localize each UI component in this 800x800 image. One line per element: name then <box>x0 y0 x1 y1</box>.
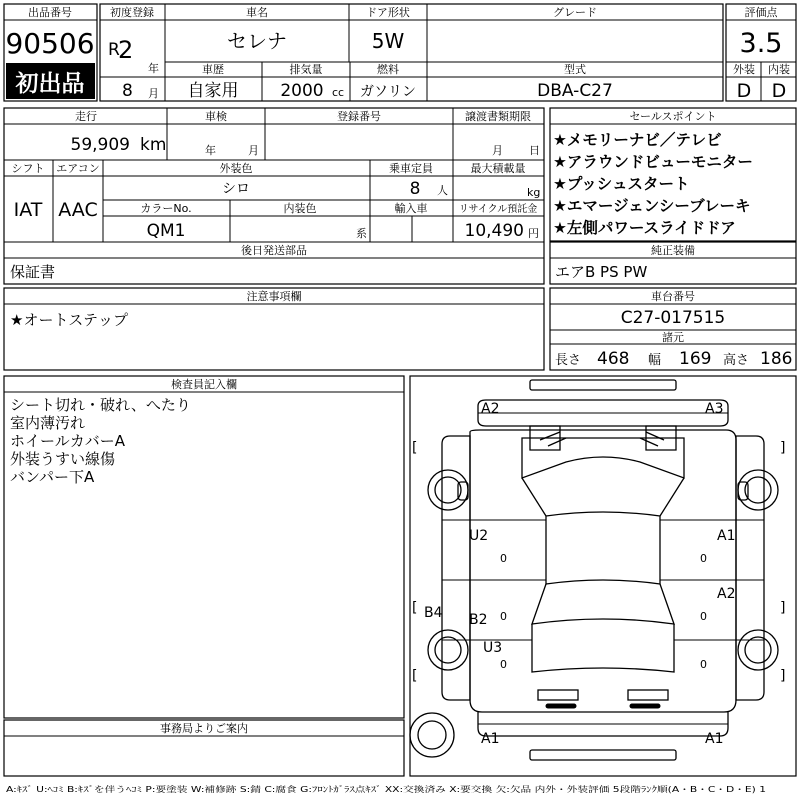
model-label: 型式 <box>564 63 586 76</box>
displacement-label: 排気量 <box>289 63 323 76</box>
history-label: 車歴 <box>202 63 224 76</box>
damage-code-rear-right: A1 <box>705 731 724 747</box>
displacement-value: 2000 <box>280 81 324 101</box>
lot-number: 90506 <box>5 27 95 60</box>
damage-code-left-slide-door: B2 <box>469 612 488 628</box>
damage-code-left-rear-quarter: B4 <box>424 605 443 621</box>
month-unit: 月 <box>148 87 159 100</box>
equipment-value: エアB PS PW <box>555 263 648 281</box>
mileage-value: 59,909 <box>70 135 130 155</box>
damage-code-front-left: A2 <box>481 401 500 417</box>
door-handle-mark: 0 <box>500 552 507 565</box>
height-value: 186 <box>760 349 793 369</box>
damage-code-right-slide-door: A2 <box>717 586 736 602</box>
exterior-color-value: シロ <box>222 181 250 197</box>
inspector-line: バンパー下A <box>10 468 95 486</box>
bracket-mark: [ <box>412 668 418 684</box>
reg-month: 8 <box>122 81 133 101</box>
door-label: ドア形状 <box>366 6 410 19</box>
year-unit: 年 <box>148 62 159 75</box>
bracket-mark: [ <box>412 440 418 456</box>
capacity-value: 8 <box>409 179 421 199</box>
first-listing-badge: 初出品 <box>15 71 85 97</box>
sales-point-item: ★アラウンドビューモニター <box>553 153 753 171</box>
damage-code-rear-left: A1 <box>481 731 500 747</box>
recycle-label: リサイクル預託金 <box>458 204 538 215</box>
length-value: 468 <box>597 349 630 369</box>
exterior-label: 外装 <box>733 63 755 76</box>
bracket-mark: ] <box>780 600 786 616</box>
ac-label: エアコン <box>56 162 100 175</box>
damage-code-left-front-door: U2 <box>469 528 489 544</box>
legend-text: A:ｷｽﾞ U:ﾍｺﾐ B:ｷｽﾞを伴うﾍｺﾐ P:要塗装 W:補修跡 S:錆 C:腐食 G:ﾌﾛﾝﾄｶﾞﾗｽ点ｷｽﾞ XX:交換済み X:要交換 欠:欠品 内外・外装評価 5段階ﾗﾝｸ順(A・B・C・D・E) 1 <box>6 785 576 794</box>
interior-color-unit: 系 <box>356 227 367 240</box>
interior-grade: D <box>771 80 787 102</box>
notes-value: ★オートステップ <box>10 311 128 329</box>
equipment-label: 純正装備 <box>651 244 695 257</box>
inspector-line: 室内薄汚れ <box>10 414 86 432</box>
max-load-unit: kg <box>527 186 541 199</box>
width-value: 169 <box>679 349 712 369</box>
capacity-label: 乗車定員 <box>389 162 433 175</box>
inspector-line: シート切れ・破れ、へたり <box>10 396 191 414</box>
inspection-label: 車検 <box>205 110 227 123</box>
shipping-item: 保証書 <box>10 263 56 281</box>
width-label: 幅 <box>648 353 662 368</box>
recycle-unit: 円 <box>528 227 539 240</box>
bracket-mark: [ <box>412 600 418 616</box>
shift-label: シフト <box>11 162 45 175</box>
sales-point-item: ★プッシュスタート <box>553 175 690 193</box>
length-label: 長さ <box>555 353 582 368</box>
displacement-unit: cc <box>331 86 345 99</box>
fuel-value: ガソリン <box>360 84 416 100</box>
transfer-month-unit: 月 <box>492 144 503 157</box>
sales-point-item: ★エマージェンシーブレーキ <box>553 197 751 215</box>
interior-label: 内装 <box>768 63 790 76</box>
mileage-label: 走行 <box>75 110 97 123</box>
capacity-unit: 人 <box>437 184 448 197</box>
mileage-unit: km <box>140 135 167 155</box>
dims-label: 諸元 <box>662 331 684 344</box>
exterior-color-label: 外装色 <box>219 162 253 175</box>
chassis-number: C27-017515 <box>620 308 726 328</box>
exterior-grade: D <box>736 80 752 102</box>
car-name: セレナ <box>227 29 287 53</box>
bracket-mark: ] <box>780 440 786 456</box>
inspector-section <box>4 376 404 718</box>
bracket-mark: ] <box>780 668 786 684</box>
ac-value: AAC <box>58 199 98 221</box>
inspection-year-unit: 年 <box>205 144 216 157</box>
sales-point-item: ★左側パワースライドドア <box>553 219 736 237</box>
shipping-label: 後日発送部品 <box>241 244 307 257</box>
sales-point-item: ★メモリーナビ／テレビ <box>553 131 722 149</box>
damage-code-front-right: A3 <box>705 401 724 417</box>
inspection-month-unit: 月 <box>248 144 259 157</box>
inspector-line: ホイールカバーA <box>10 432 125 450</box>
damage-code-left-rear: U3 <box>483 640 503 656</box>
door-handle-mark: 0 <box>700 658 707 671</box>
fuel-label: 燃料 <box>377 63 399 76</box>
transfer-day-unit: 日 <box>529 144 540 157</box>
color-no-value: QM1 <box>146 221 186 241</box>
history-value: 自家用 <box>187 81 239 101</box>
reg-no-label: 登録番号 <box>337 110 381 123</box>
door-handle-mark: 0 <box>500 610 507 623</box>
car-damage-diagram <box>410 376 796 776</box>
sales-points-label: セールスポイント <box>629 110 717 123</box>
sales-points-section <box>550 108 796 241</box>
height-label: 高さ <box>723 353 750 368</box>
shift-value: IAT <box>13 199 43 221</box>
recycle-fee-value: 10,490 <box>464 221 524 241</box>
grade-label: グレード <box>553 6 597 19</box>
vehicle-info-section <box>4 108 544 284</box>
inspector-line: 外装うすい線傷 <box>10 450 116 468</box>
max-load-label: 最大積載量 <box>470 162 526 175</box>
equipment-section <box>550 242 796 284</box>
car-name-label: 車名 <box>246 6 268 19</box>
door-handle-mark: 0 <box>700 610 707 623</box>
inspector-label: 検査員記入欄 <box>171 378 237 391</box>
chassis-label: 車台番号 <box>651 290 695 303</box>
interior-color-label: 内装色 <box>283 202 317 215</box>
office-section <box>4 720 404 776</box>
lot-number-label: 出品番号 <box>28 6 72 19</box>
transfer-label: 譲渡書類期限 <box>465 110 531 123</box>
score-label: 評価点 <box>744 6 778 19</box>
office-label: 事務局よりご案内 <box>160 722 248 735</box>
door-handle-mark: 0 <box>700 552 707 565</box>
first-reg-label: 初度登録 <box>110 6 154 19</box>
import-label: 輸入車 <box>394 202 428 215</box>
header-section <box>4 4 796 102</box>
chassis-section <box>550 288 796 370</box>
notes-label: 注意事項欄 <box>246 290 302 303</box>
door-handle-mark: 0 <box>500 658 507 671</box>
era: R <box>108 40 120 60</box>
score-value: 3.5 <box>739 28 783 59</box>
damage-code-right-front-door: A1 <box>717 528 736 544</box>
color-no-label: カラーNo. <box>140 202 192 215</box>
model-value: DBA-C27 <box>537 81 613 101</box>
reg-year: 2 <box>118 36 134 64</box>
notes-section <box>4 288 544 370</box>
door-type: 5W <box>371 29 405 53</box>
